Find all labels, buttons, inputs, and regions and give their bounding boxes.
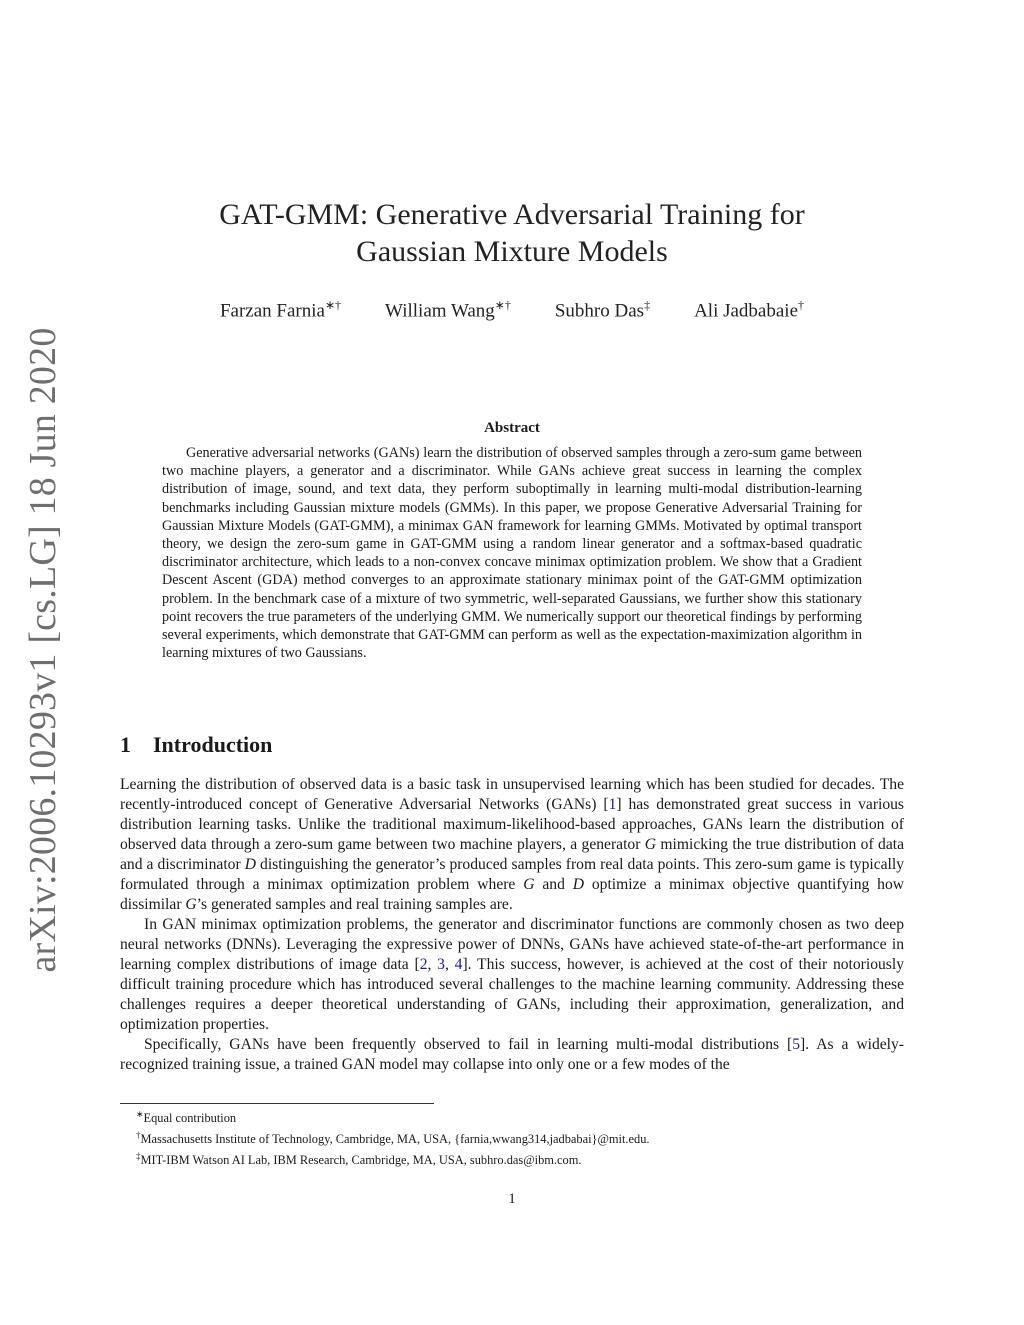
- intro-paragraph-2: [120, 915, 904, 1035]
- text-run: ,: [444, 956, 455, 973]
- footnote-mark: †: [136, 1130, 141, 1141]
- text-run: Learning the distribution of observed data is a basic task in unsupervised learning which has been studied for decades. The recently-introduced concept of Generative Adversarial Networks (GANs) [: [120, 776, 904, 813]
- text-run: ,: [427, 956, 438, 973]
- author-affiliation-marks: ‡: [644, 298, 651, 312]
- abstract-heading: Abstract: [484, 420, 540, 436]
- citation-link-4[interactable]: 4: [454, 956, 463, 973]
- section-heading-introduction: [120, 732, 272, 758]
- text-run: ’s generated samples and real training samples are.: [196, 896, 513, 913]
- author-farzan-farnia: [220, 298, 341, 322]
- math-symbol: G: [185, 896, 197, 913]
- author-name: Subhro Das: [554, 300, 645, 322]
- math-symbol: G: [523, 876, 535, 893]
- author-name: William Wang: [385, 300, 495, 322]
- text-run: In GAN minimax optimization problems, the generator and discriminator functions are commonly chosen as two deep neural networks (DNNs). Leveraging the expressive power of DNNs, GANs have achieved state-of-the-art performance in learning complex distributions of image data [: [120, 916, 904, 973]
- intro-paragraph-1: [120, 775, 904, 915]
- abstract-text: Generative adversarial networks (GANs) learn the distribution of observed samples through a zero-sum game between two machine players, a generator and a discriminator. While GANs achieve great success in learning the complex distribution of image, sound, and text data, they perform suboptimally in learning multi-modal distribution-learning benchmarks including Gaussian mixture models (GMMs). In this paper, we propose Generative Adversarial Training for Gaussian Mixture Models (GAT-GMM), a minimax GAN framework for learning GMMs. Motivated by optimal transport theory, we design the zero-sum game in GAT-GMM using a random linear generator and a softmax-based quadratic discriminator architecture, which leads to a non-convex concave minimax optimization problem. We show that a Gradient Descent Ascent (GDA) method converges to an approximate stationary minimax point of the GAT-GMM optimization problem. In the benchmark case of a mixture of two symmetric, well-separated Gaussians, we further show this stationary point recovers the true parameters of the underlying GMM. We numerically support our theoretical findings by performing several experiments, which demonstrate that GAT-GMM can perform as well as the expectation-maximization algorithm in learning mixtures of two Gaussians.: [162, 445, 862, 662]
- title-line-2: Gaussian Mixture Models: [356, 235, 668, 268]
- author-affiliation-marks: ∗†: [494, 298, 511, 312]
- author-william-wang: [385, 298, 511, 322]
- arxiv-identifier-stamp: arXiv:2006.10293v1 [cs.LG] 18 Jun 2020: [22, 327, 64, 973]
- citation-link-1[interactable]: 1: [608, 796, 617, 813]
- author-ali-jadbabaie: [694, 298, 804, 322]
- section-title: Introduction: [153, 732, 273, 757]
- section-number: 1: [120, 732, 131, 757]
- text-run: and: [534, 876, 573, 893]
- footnote-ibm-affiliation: [120, 1148, 904, 1169]
- text-run: mimicking the true distribution of data and a discriminator: [120, 836, 905, 873]
- footnote-mark: ∗: [136, 1109, 144, 1119]
- intro-paragraph-3: [120, 1035, 904, 1075]
- author-name: Farzan Farnia: [219, 300, 325, 322]
- author-name: Ali Jadbabaie: [694, 300, 798, 322]
- footnote-divider: [120, 1103, 434, 1104]
- text-run: ]. As a widely-recognized training issue, a trained GAN model may collapse into only one or a few modes of the: [120, 1036, 904, 1073]
- page-number: 1: [508, 1191, 516, 1207]
- footnote-equal-contribution: [120, 1106, 904, 1127]
- citation-link-5[interactable]: 5: [792, 1036, 801, 1053]
- footnote-text: Equal contribution: [143, 1111, 237, 1126]
- author-subhro-das: [555, 298, 650, 322]
- text-run: optimize a minimax objective quantifying how dissimilar: [120, 876, 905, 913]
- footnote-mit-affiliation: [120, 1127, 904, 1148]
- author-affiliation-marks: †: [798, 298, 804, 312]
- author-affiliation-marks: ∗†: [324, 298, 342, 312]
- footnotes: [120, 1106, 904, 1169]
- paper-title: [150, 196, 874, 270]
- title-line-1: GAT-GMM: Generative Adversarial Training for: [219, 198, 805, 231]
- footnote-text: MIT-IBM Watson AI Lab, IBM Research, Cambridge, MA, USA, subhro.das@ibm.com.: [140, 1153, 582, 1168]
- author-list: [120, 298, 904, 322]
- math-symbol: D: [572, 876, 584, 893]
- footnote-text: Massachusetts Institute of Technology, Cambridge, MA, USA, {farnia,wwang314,jadbabai}@mit.edu.: [140, 1132, 650, 1147]
- text-run: distinguishing the generator’s produced samples from real data points. This zero-sum game is typically formulated through a minimax optimization problem where: [120, 856, 905, 893]
- citation-link-3[interactable]: 3: [437, 956, 445, 973]
- footnote-mark: ‡: [136, 1151, 141, 1162]
- math-symbol: G: [644, 836, 657, 853]
- citation-link-2[interactable]: 2: [419, 956, 428, 973]
- text-run: ]. This success, however, is achieved at the cost of their notoriously difficult training procedure which has introduced several challenges to the machine learning community. Addressing these challenges requires a deeper theoretical understanding of GANs, including their approximation, generalization, and optimization properties.: [120, 956, 905, 1033]
- math-symbol: D: [244, 856, 256, 873]
- text-run: Specifically, GANs have been frequently observed to fail in learning multi-modal distributions [: [144, 1036, 793, 1053]
- introduction-body: [120, 775, 904, 1075]
- text-run: ] has demonstrated great success in various distribution learning tasks. Unlike the traditional maximum-likelihood-based approaches, GANs learn the distribution of observed data through a zero-sum game between two machine players, a generator: [120, 796, 905, 853]
